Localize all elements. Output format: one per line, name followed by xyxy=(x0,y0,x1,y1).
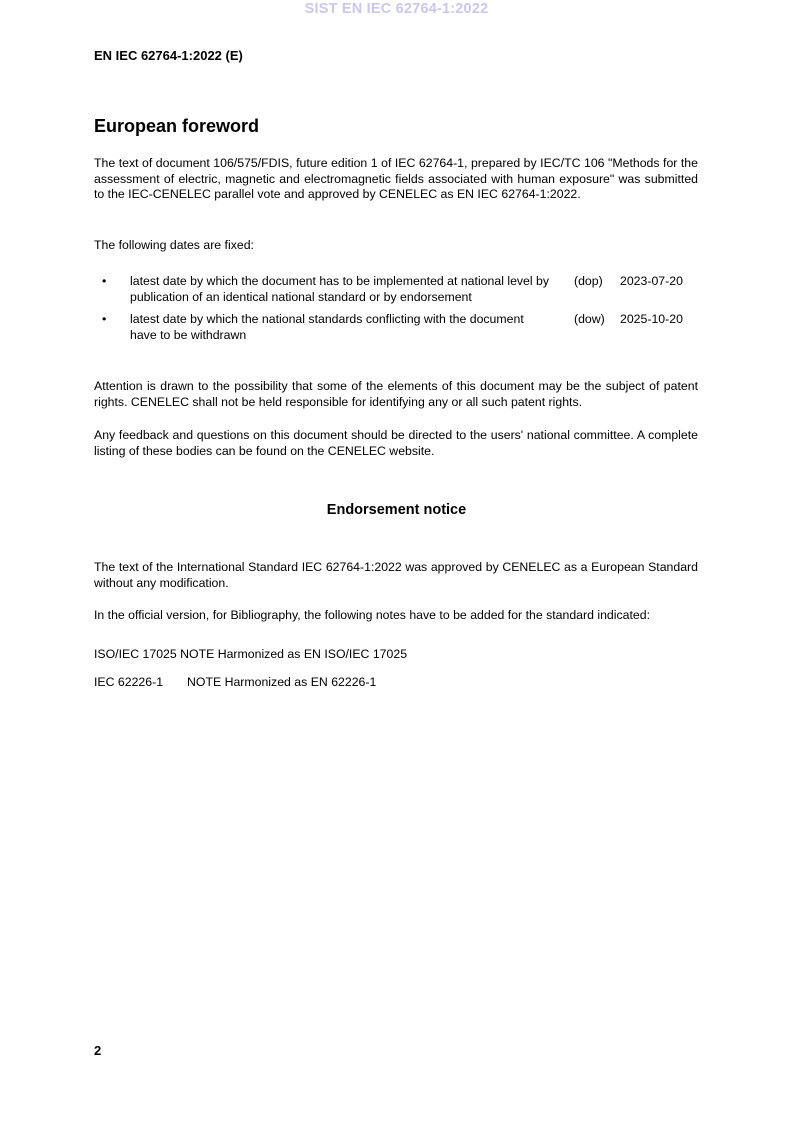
watermark: SIST EN IEC 62764-1:2022 xyxy=(304,1,489,17)
endorsement-paragraph-2: In the official version, for Bibliography, the following notes have to be added for the standard indicated: xyxy=(94,608,650,622)
bibliography-note-1 xyxy=(94,647,407,661)
bullet-icon: • xyxy=(102,312,107,326)
date-item-code: (dop) xyxy=(574,274,603,288)
note-text: NOTE Harmonized as EN 62226-1 xyxy=(187,675,377,689)
date-item-text: latest date by which the document has to be implemented at national level by publication of an identical national standard or by endorsement xyxy=(130,274,550,304)
endorsement-paragraph-1: The text of the International Standard IEC 62764-1:2022 was approved by CENELEC as a European Standard without any modification. xyxy=(94,560,698,590)
foreword-paragraph-4: Any feedback and questions on this document should be directed to the users' national committee. A complete listing of these bodies can be found on the CENELEC website. xyxy=(94,428,698,458)
note-reference: IEC 62226-1 xyxy=(94,675,164,689)
note-reference: ISO/IEC 17025 xyxy=(94,647,177,661)
page-number: 2 xyxy=(94,1043,102,1058)
date-item-text: latest date by which the national standards conflicting with the document have to be withdrawn xyxy=(130,312,524,342)
endorsement-heading: Endorsement notice xyxy=(326,502,467,518)
foreword-heading: European foreword xyxy=(94,116,260,136)
note-text: NOTE Harmonized as EN ISO/IEC 17025 xyxy=(180,647,408,661)
date-item-code: (dow) xyxy=(574,312,605,326)
foreword-paragraph-1: The text of document 106/575/FDIS, future edition 1 of IEC 62764-1, prepared by IEC/TC 106 "Methods for the assessment of electric, magnetic and electromagnetic fields associated with human exposure" was submitted to the IEC-CENELEC parallel vote and approved by CENELEC as EN IEC 62764-1:2022. xyxy=(94,156,698,201)
document-identifier: EN IEC 62764-1:2022 (E) xyxy=(94,48,243,63)
foreword-paragraph-2: The following dates are fixed: xyxy=(94,238,254,252)
date-item-date: 2025-10-20 xyxy=(620,312,683,326)
date-item-date: 2023-07-20 xyxy=(620,274,683,288)
bibliography-note-2 xyxy=(94,675,376,689)
bullet-icon: • xyxy=(102,274,107,288)
foreword-paragraph-3: Attention is drawn to the possibility that some of the elements of this document may be the subject of patent rights. CENELEC shall not be held responsible for identifying any or all such patent rights. xyxy=(94,379,698,409)
